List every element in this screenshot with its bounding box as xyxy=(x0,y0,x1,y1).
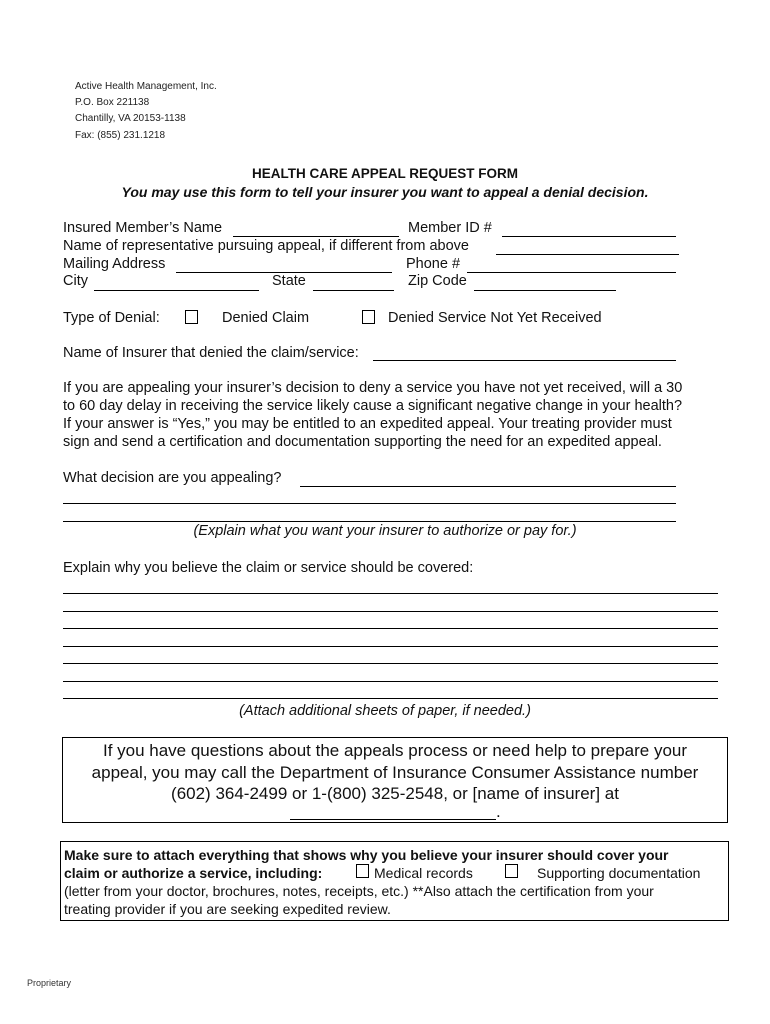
supporting-documentation-checkbox[interactable] xyxy=(505,864,518,878)
explanation-line[interactable] xyxy=(63,593,718,594)
insurer-phone-field[interactable] xyxy=(290,819,496,820)
denied-service-checkbox[interactable] xyxy=(362,310,375,324)
phone-field[interactable] xyxy=(467,272,676,273)
supporting-documentation-label: Supporting documentation xyxy=(537,865,701,881)
address-line-3: Chantilly, VA 20153-1138 xyxy=(75,113,186,124)
address-line-2: P.O. Box 221138 xyxy=(75,97,150,108)
phone-label: Phone # xyxy=(406,256,461,272)
footer-proprietary: Proprietary xyxy=(27,978,72,988)
mailing-address-label: Mailing Address xyxy=(63,256,166,272)
expedited-text-line-4: sign and send a certification and documentation supporting the need for an expedited appeal. xyxy=(63,434,662,450)
expedited-text-line-1: If you are appealing your insurer’s decision to deny a service you have not yet received, will a 30 xyxy=(63,380,683,396)
explanation-note: (Attach additional sheets of paper, if needed.) xyxy=(239,703,531,719)
help-text-period: . xyxy=(496,802,501,821)
decision-label: What decision are you appealing? xyxy=(63,470,282,486)
explanation-line[interactable] xyxy=(63,663,718,664)
city-label: City xyxy=(63,273,88,289)
insured-name-field[interactable] xyxy=(233,236,399,237)
expedited-text-line-3: If your answer is “Yes,” you may be entitled to an expedited appeal. Your treating provider must xyxy=(63,416,672,432)
city-field[interactable] xyxy=(94,290,259,291)
attach-text-line-3: (letter from your doctor, brochures, notes, receipts, etc.) **Also attach the certification from your xyxy=(64,883,654,899)
denial-type-label: Type of Denial: xyxy=(63,310,160,326)
representative-label: Name of representative pursuing appeal, if different from above xyxy=(63,238,469,254)
member-id-field[interactable] xyxy=(502,236,676,237)
decision-field-line-2[interactable] xyxy=(63,503,676,504)
explanation-label: Explain why you believe the claim or service should be covered: xyxy=(63,560,474,576)
explanation-line[interactable] xyxy=(63,628,718,629)
denied-claim-checkbox[interactable] xyxy=(185,310,198,324)
help-info-box xyxy=(62,737,728,823)
address-fax: Fax: (855) 231.1218 xyxy=(75,130,166,141)
zip-code-label: Zip Code xyxy=(408,273,467,289)
help-text-line-2: appeal, you may call the Department of Insurance Consumer Assistance number xyxy=(91,763,699,782)
zip-code-field[interactable] xyxy=(474,290,616,291)
decision-field-line-1[interactable] xyxy=(300,486,676,487)
medical-records-label: Medical records xyxy=(374,865,473,881)
explanation-line[interactable] xyxy=(63,698,718,699)
attach-text-line-1: Make sure to attach everything that shows why you believe your insurer should cover your xyxy=(64,847,669,863)
explanation-line[interactable] xyxy=(63,611,718,612)
insured-name-label: Insured Member’s Name xyxy=(63,220,223,236)
explanation-line[interactable] xyxy=(63,646,718,647)
denied-claim-label: Denied Claim xyxy=(222,310,310,326)
expedited-text-line-2: to 60 day delay in receiving the service likely cause a significant negative change in your health? xyxy=(63,398,683,414)
attach-text-line-4: treating provider if you are seeking expedited review. xyxy=(64,901,391,917)
denied-service-label: Denied Service Not Yet Received xyxy=(388,310,602,326)
insurer-name-field[interactable] xyxy=(373,360,676,361)
help-text-line-3: (602) 364-2499 or 1-(800) 325-2548, or [name of insurer] at xyxy=(171,784,619,803)
insurer-name-label: Name of Insurer that denied the claim/service: xyxy=(63,345,359,361)
decision-field-line-3[interactable] xyxy=(63,521,676,522)
attach-instructions-box xyxy=(60,841,729,921)
form-title: HEALTH CARE APPEAL REQUEST FORM xyxy=(251,166,518,181)
state-field[interactable] xyxy=(313,290,394,291)
member-id-label: Member ID # xyxy=(408,220,492,236)
medical-records-checkbox[interactable] xyxy=(356,864,369,878)
decision-note: (Explain what you want your insurer to authorize or pay for.) xyxy=(193,523,577,539)
form-subtitle: You may use this form to tell your insurer you want to appeal a denial decision. xyxy=(121,184,649,200)
explanation-line[interactable] xyxy=(63,681,718,682)
address-line-1: Active Health Management, Inc. xyxy=(75,81,217,92)
help-text-line-1: If you have questions about the appeals process or need help to prepare your xyxy=(102,741,688,760)
attach-text-line-2: claim or authorize a service, including: xyxy=(64,865,323,881)
state-label: State xyxy=(272,273,306,289)
representative-field[interactable] xyxy=(496,254,679,255)
